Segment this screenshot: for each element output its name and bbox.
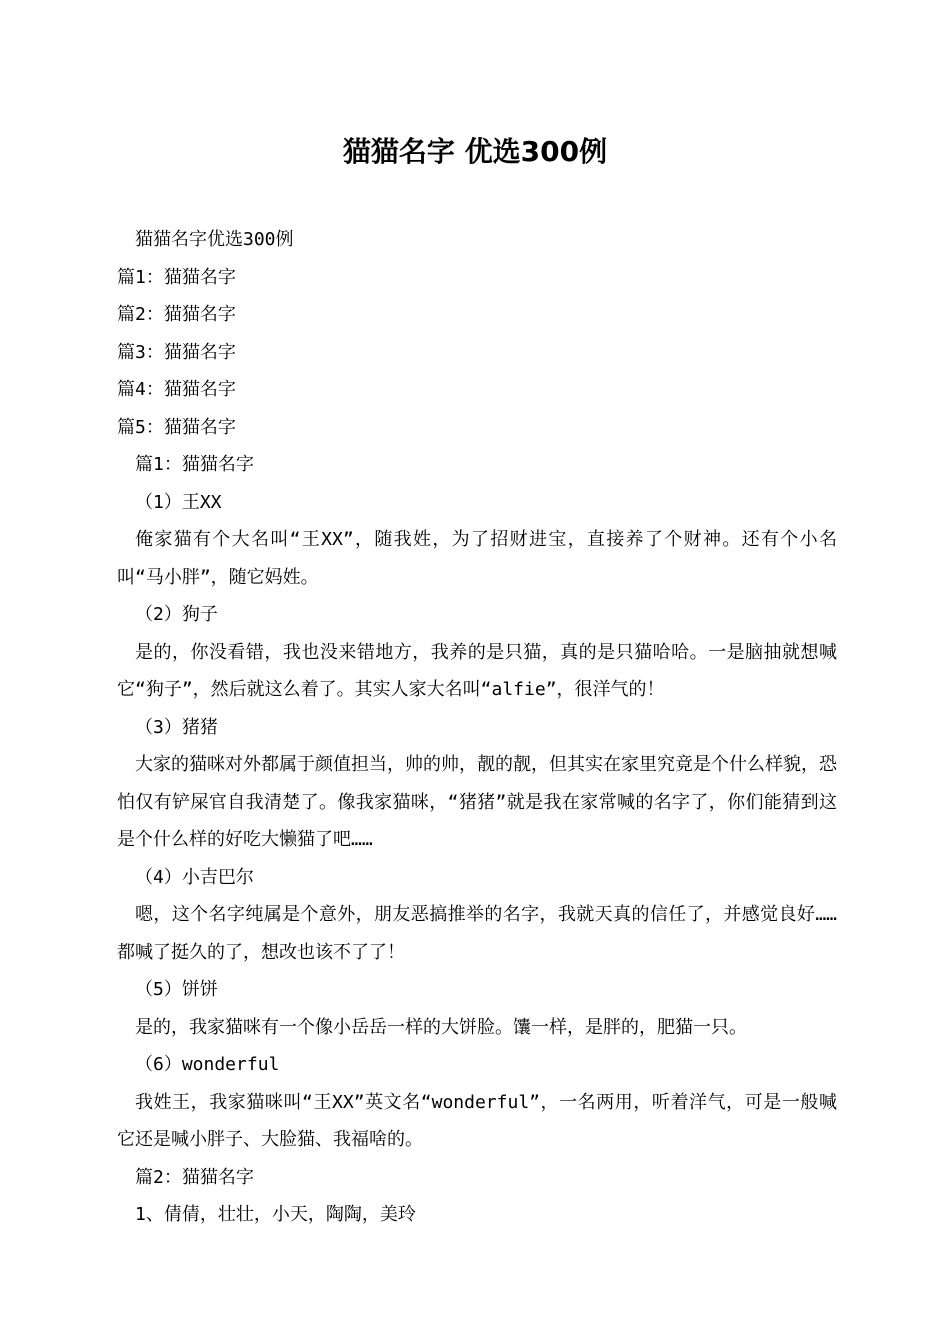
name-list-1: 1、倩倩，壮壮，小天，陶陶，美玲 [135, 1204, 416, 1225]
item-body-5: 是的，我家猫咪有一个像小岳岳一样的大饼脸。馕一样，是胖的，肥猫一只。 [135, 1016, 747, 1038]
item-body-6: 我姓王，我家猫咪叫“王XX”英文名“wonderful”，一名两用，听着洋气，可是一般喊它还是喊小胖子、大脸猫、我福啥的。 [117, 1091, 837, 1150]
item-heading-1: （1）王XX [135, 491, 222, 513]
document-title: 猫猫名字 优选300例 [342, 135, 608, 168]
item-body-1: 俺家猫有个大名叫“王XX”，随我姓，为了招财进宝，直接养了个财神。还有个小名叫“马小胖”，随它妈姓。 [117, 529, 837, 588]
item-heading-3: （3）猪猪 [135, 716, 218, 738]
item-body-4: 嗯，这个名字纯属是个意外，朋友恶搞推举的名字，我就天真的信任了，并感觉良好……都喊了挺久的了，想改也该不了了！ [117, 904, 837, 963]
toc-item-4: 篇4：猫猫名字 [117, 379, 236, 400]
subtitle: 猫猫名字优选300例 [135, 229, 294, 250]
section-heading-1: 篇1：猫猫名字 [135, 454, 254, 475]
item-body-2: 是的，你没看错，我也没来错地方，我养的是只猫，真的是只猫哈哈。一是脑抽就想喊它“狗子”，然后就这么着了。其实人家大名叫“alfie”，很洋气的！ [117, 641, 837, 700]
toc-item-2: 篇2：猫猫名字 [117, 304, 236, 325]
item-heading-2: （2）狗子 [135, 604, 218, 625]
section-heading-2: 篇2：猫猫名字 [135, 1166, 254, 1188]
toc-item-1: 篇1：猫猫名字 [117, 266, 236, 288]
item-heading-5: （5）饼饼 [135, 979, 218, 1000]
item-heading-4: （4）小吉巴尔 [135, 866, 254, 888]
item-heading-6: （6）wonderful [135, 1054, 280, 1075]
toc-item-3: 篇3：猫猫名字 [117, 341, 236, 363]
item-body-3: 大家的猫咪对外都属于颜值担当，帅的帅，靓的靓，但其实在家里究竟是个什么样貌，恐怕仅有铲屎官自我清楚了。像我家猫咪，“猪猪”就是我在家常喊的名字了，你们能猜到这是个什么样的好吃大懒猫了吧…… [117, 754, 837, 850]
toc-item-5: 篇5：猫猫名字 [117, 416, 236, 438]
document-body [117, 221, 837, 1234]
